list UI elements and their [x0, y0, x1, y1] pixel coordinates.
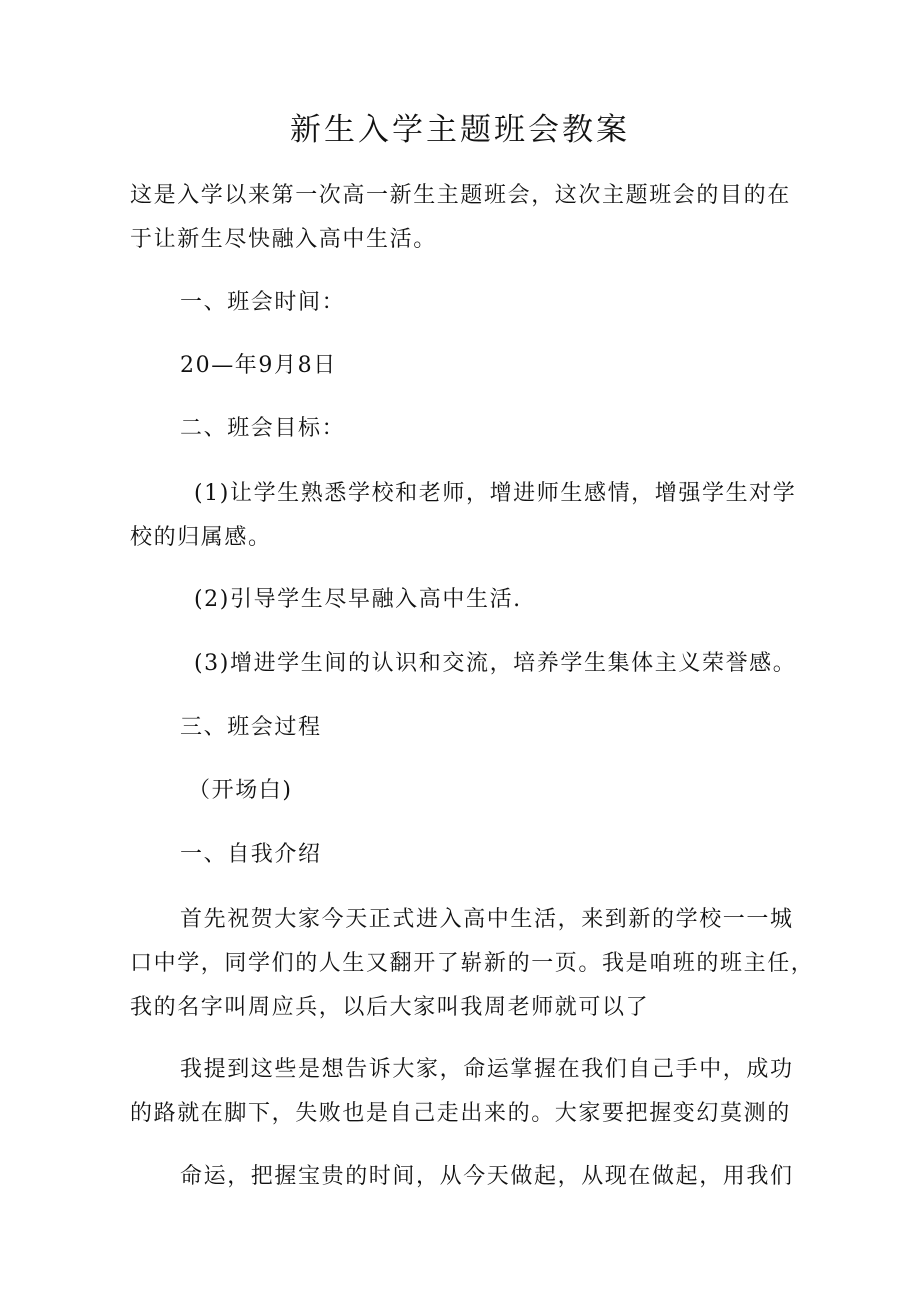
body-paragraph-1: [130, 898, 815, 1030]
intro-line-2: 于让新生尽快融入高中生活。: [130, 227, 437, 252]
body-paragraph-1-line-2: 口中学，同学们的人生又翻开了崭新的一页。我是咱班的班主任，: [130, 951, 815, 976]
body-paragraph-1-line-3: 我的名字叫周应兵，以后大家叫我周老师就可以了: [130, 995, 650, 1020]
section-heading-goals-text: 二、班会目标：: [180, 416, 346, 441]
goal-item-2: [130, 578, 792, 622]
section-heading-goals: [130, 407, 792, 451]
meeting-date-text: 20—年9月8日: [180, 353, 337, 378]
document-title: 新生入学主题班会教案: [290, 112, 630, 148]
subsection-heading-intro: [130, 833, 792, 877]
section-heading-time: [130, 281, 792, 325]
section-heading-process: [130, 706, 792, 750]
goal-item-1-line-2: 校的归属感。: [130, 525, 272, 550]
section-heading-time-text: 一、班会时间：: [180, 290, 346, 315]
body-paragraph-2-line-2: 的路就在脚下，失败也是自己走出来的。大家要把握变幻莫测的: [130, 1101, 791, 1126]
goal-item-1-line-1: (1)让学生熟悉学校和老师，增进师生感情，增强学生对学: [194, 481, 797, 506]
body-paragraph-2-line-1: 我提到这些是想告诉大家，命运掌握在我们自己手中，成功: [180, 1057, 794, 1082]
body-paragraph-3-line-1: 命运，把握宝贵的时间，从今天做起，从现在做起，用我们: [180, 1164, 794, 1189]
subsection-heading-intro-text: 一、自我介绍: [180, 842, 322, 867]
goal-item-1: [130, 472, 797, 560]
intro-line-1: 这是入学以来第一次高一新生主题班会，这次主题班会的目的在: [130, 183, 791, 208]
opening-remarks-label: [130, 769, 792, 813]
intro-paragraph: [130, 174, 792, 262]
body-paragraph-2: [130, 1048, 792, 1136]
opening-remarks-text: （开场白): [188, 778, 293, 803]
meeting-date: [130, 344, 792, 388]
goal-item-2-text: (2)引导学生尽早融入高中生活.: [194, 587, 522, 612]
body-paragraph-3: [130, 1155, 792, 1199]
body-paragraph-1-line-1: 首先祝贺大家今天正式进入高中生活，来到新的学校一一城: [180, 907, 794, 932]
goal-item-3: [130, 642, 797, 686]
goal-item-3-text: (3)增进学生间的认识和交流，培养学生集体主义荣誉感。: [194, 651, 797, 676]
section-heading-process-text: 三、班会过程: [180, 715, 322, 740]
